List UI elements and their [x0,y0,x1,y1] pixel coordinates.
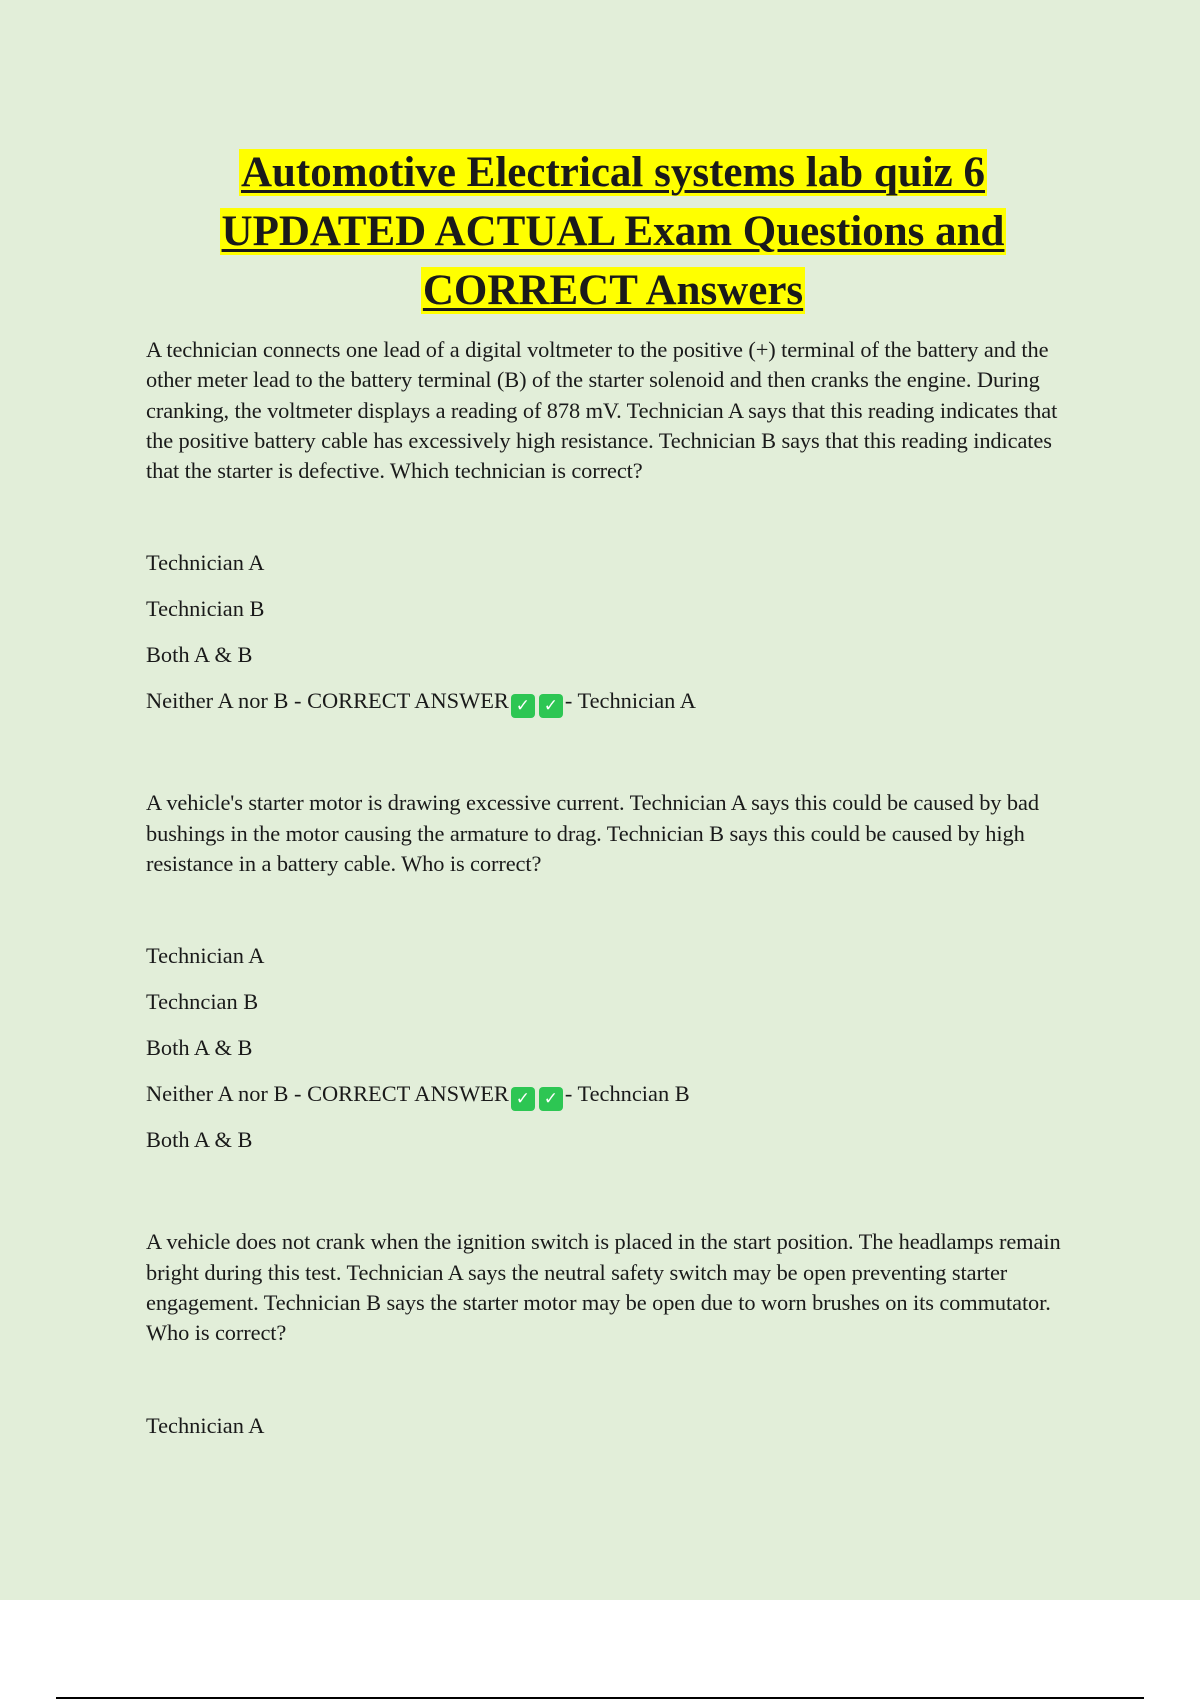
question-1-answer-label: Neither A nor B - CORRECT ANSWER [146,688,509,714]
question-1-option-a: Technician A [146,550,265,576]
question-2-options [146,941,1080,1155]
question-3-option-a: Technician A [146,1412,265,1438]
title-line-1: Automotive Electrical systems lab quiz 6 [240,149,986,196]
document-content [146,143,1080,1441]
question-2-option-c: Both A & B [146,1035,253,1061]
question-2-option-b: Techncian B [146,989,259,1015]
question-3-options [146,1411,1080,1441]
question-1-answer-value: - Technician A [564,688,696,714]
title-line-2: UPDATED ACTUAL Exam Questions and [221,208,1005,255]
question-1-text: A technician connects one lead of a digital voltmeter to the positive (+) terminal of the battery and the other meter lead to the battery terminal (B) of the starter solenoid and then cranks the engine. During cranking, the voltmeter displays a reading of 878 mV. Technician A says that this reading indicates that the positive battery cable has excessively high resistance. Technician B says that this reading indicates that the starter is defective. Which technician is correct? [146,337,1058,484]
question-2-answer [146,1079,1080,1109]
question-2-option-a: Technician A [146,943,265,969]
question-1-option-c: Both A & B [146,642,253,668]
check-mark-icon: ✓ [511,694,535,718]
footer-divider [56,1697,1144,1699]
question-2-answer-label: Neither A nor B - CORRECT ANSWER [146,1081,509,1107]
check-mark-icon: ✓ [539,694,563,718]
question-1-option-b: Technician B [146,596,265,622]
question-2-trailing-option: Both A & B [146,1127,253,1153]
question-2-answer-value: - Techncian B [564,1081,690,1107]
question-1-options [146,548,1080,716]
question-2-text: A vehicle's starter motor is drawing excessive current. Technician A says this could be caused by bad bushings in the motor causing the armature to drag. Technician B says this could be caused by high resistance in a battery cable. Who is correct? [146,790,1039,877]
question-3-text: A vehicle does not crank when the ignition switch is placed in the start position. The headlamps remain bright during this test. Technician A says the neutral safety switch may be open preventing starter engagement. Technician B says the starter motor may be open due to worn brushes on its commutator. Who is correct? [146,1229,1061,1346]
check-mark-icon: ✓ [511,1087,535,1111]
check-mark-icon: ✓ [539,1087,563,1111]
document-title [146,143,1080,320]
title-line-3: CORRECT Answers [422,267,804,314]
question-1-answer [146,686,1080,716]
